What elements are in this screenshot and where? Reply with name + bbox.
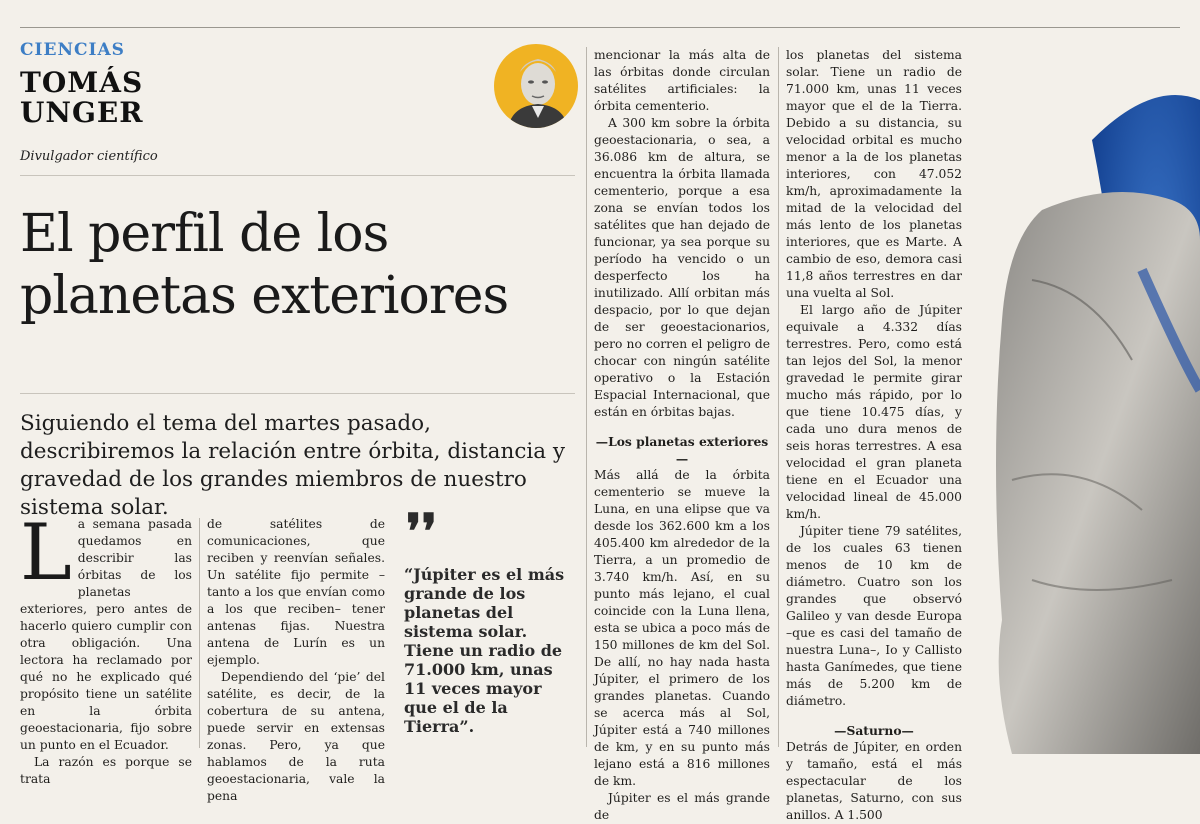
author-name-line1: TOMÁS [20,66,144,99]
body-column-2 [207,516,385,805]
pull-quote: “Júpiter es el más grande de los planetas del sistema solar. Tiene un radio de 71.000 km, unas 11 veces mayor que el de la Tierra”. [404,565,565,736]
body-column-4 [786,47,962,824]
planet-illustration-icon [972,60,1200,754]
body-column-3 [594,47,770,824]
deck: Siguiendo el tema del martes pasado, describiremos la relación entre órbita, distancia y gravedad de los grandes miembros de nuestro sistema solar. [20,411,566,520]
subheading: —Saturno— [834,723,914,738]
header-rule [20,175,575,176]
quote-mark-icon: ❜❜ [406,504,437,560]
author-name [20,68,190,128]
paragraph: Júpiter tiene 79 satélites, de los cuales 63 tienen menos de 10 km de diámetro. Cuatro son los grandes que observó Galileo y van desde Europa –que es casi del tamaño de nuestra Luna–, Io y Callisto hasta Ganímedes, que tiene más de 5.200 km de diámetro. [786,524,962,708]
body-column-1 [20,508,192,788]
paragraph: a semana pasada quedamos en describir las órbitas de los planetas exteriores, pero antes de hacerlo quiero cumplir con otra obligación. Una lectora ha reclamado por qué no he explicado qué propósito tiene un satélite en la órbita geoestacionaria, fijo sobre un punto en el Ecuador. [20,517,192,752]
column-divider [586,47,587,747]
subheading: —Los planetas exteriores— [595,434,769,466]
paragraph: de satélites de comunicaciones, que reciben y reenvían señales. Un satélite fijo permite –tanto a los que envían como a los que reciben– tener antenas fijas. Nuestra antena de Lurín es un ejemplo. [207,517,385,667]
headline: El perfil de los planetas exteriores [20,204,509,326]
author-role: Divulgador científico [20,149,158,164]
paragraph: Dependiendo del ‘pie’ del satélite, es decir, de la cobertura de su antena, puede servir en extensas zonas. Pero, ya que hablamos de la ruta geoestacionaria, vale la pena [207,670,385,803]
planet-illustration [972,60,1200,754]
paragraph: Más allá de la órbita cementerio se mueve la Luna, en una elipse que va desde los 362.600 km a los 405.400 km alrededor de la Tierra, a un promedio de 3.740 km/h. Así, en su punto más lejano, el cual coincide con la Luna llena, esta se ubica a poco más de 150 millones de km del Sol. De allí, no hay nada hasta Júpiter, el primero de los grandes planetas. Cuando se acerca más al Sol, Júpiter está a 740 millones de km, y en su punto más lejano está a 816 millones de km. [594,468,770,788]
paragraph: Júpiter es el más grande de [594,791,770,822]
headline-rule [20,393,575,394]
author-photo [494,44,578,128]
paragraph: los planetas del sistema solar. Tiene un radio de 71.000 km, unas 11 veces mayor que el de la Tierra. Debido a su distancia, su velocidad orbital es mucho menor a la de los planetas interiores, con 47.052 km/h, aproximadamente la mitad de la velocidad del más lento de los planetas interiores, que es Marte. A cambio de eso, demora casi 11,8 años terrestres en dar una vuelta al Sol. [786,48,962,300]
author-name-line2: UNGER [20,96,144,129]
paragraph: El largo año de Júpiter equivale a 4.332 días terrestres. Pero, como está tan lejos del Sol, la menor gravedad le permite girar mucho más rápido, por lo que tiene 10.475 días, y cada uno dura menos de seis horas terrestres. A esa velocidad el gran planeta tiene en el Ecuador una velocidad lineal de 45.000 km/h. [786,303,962,521]
column-divider [778,47,779,747]
paragraph: Detrás de Júpiter, en orden y tamaño, está el más espectacular de los planetas, Saturno, con sus anillos. A 1.500 [786,740,962,822]
drop-cap: L [20,508,72,598]
paragraph: A 300 km sobre la órbita geoestacionaria, o sea, a 36.086 km de altura, se encuentra la órbita llamada cementerio, porque a esa zona se envían todos los satélites que han dejado de funcionar, ya sea porque su período ha vencido o un desperfecto los ha inutilizado. Allí orbitan más despacio, por lo que dejan de ser geoestacionarios, pero no corren el peligro de chocar con ningún satélite operativo o la Estación Espacial Internacional, que están en órbitas bajas. [594,116,770,419]
section-label: CIENCIAS [20,40,125,60]
author-portrait-icon [494,44,578,128]
column-divider [199,518,200,748]
paragraph: La razón es porque se trata [20,755,192,786]
paragraph: mencionar la más alta de las órbitas donde circulan satélites artificiales: la órbita cementerio. [594,48,770,113]
top-rule [20,27,1180,28]
